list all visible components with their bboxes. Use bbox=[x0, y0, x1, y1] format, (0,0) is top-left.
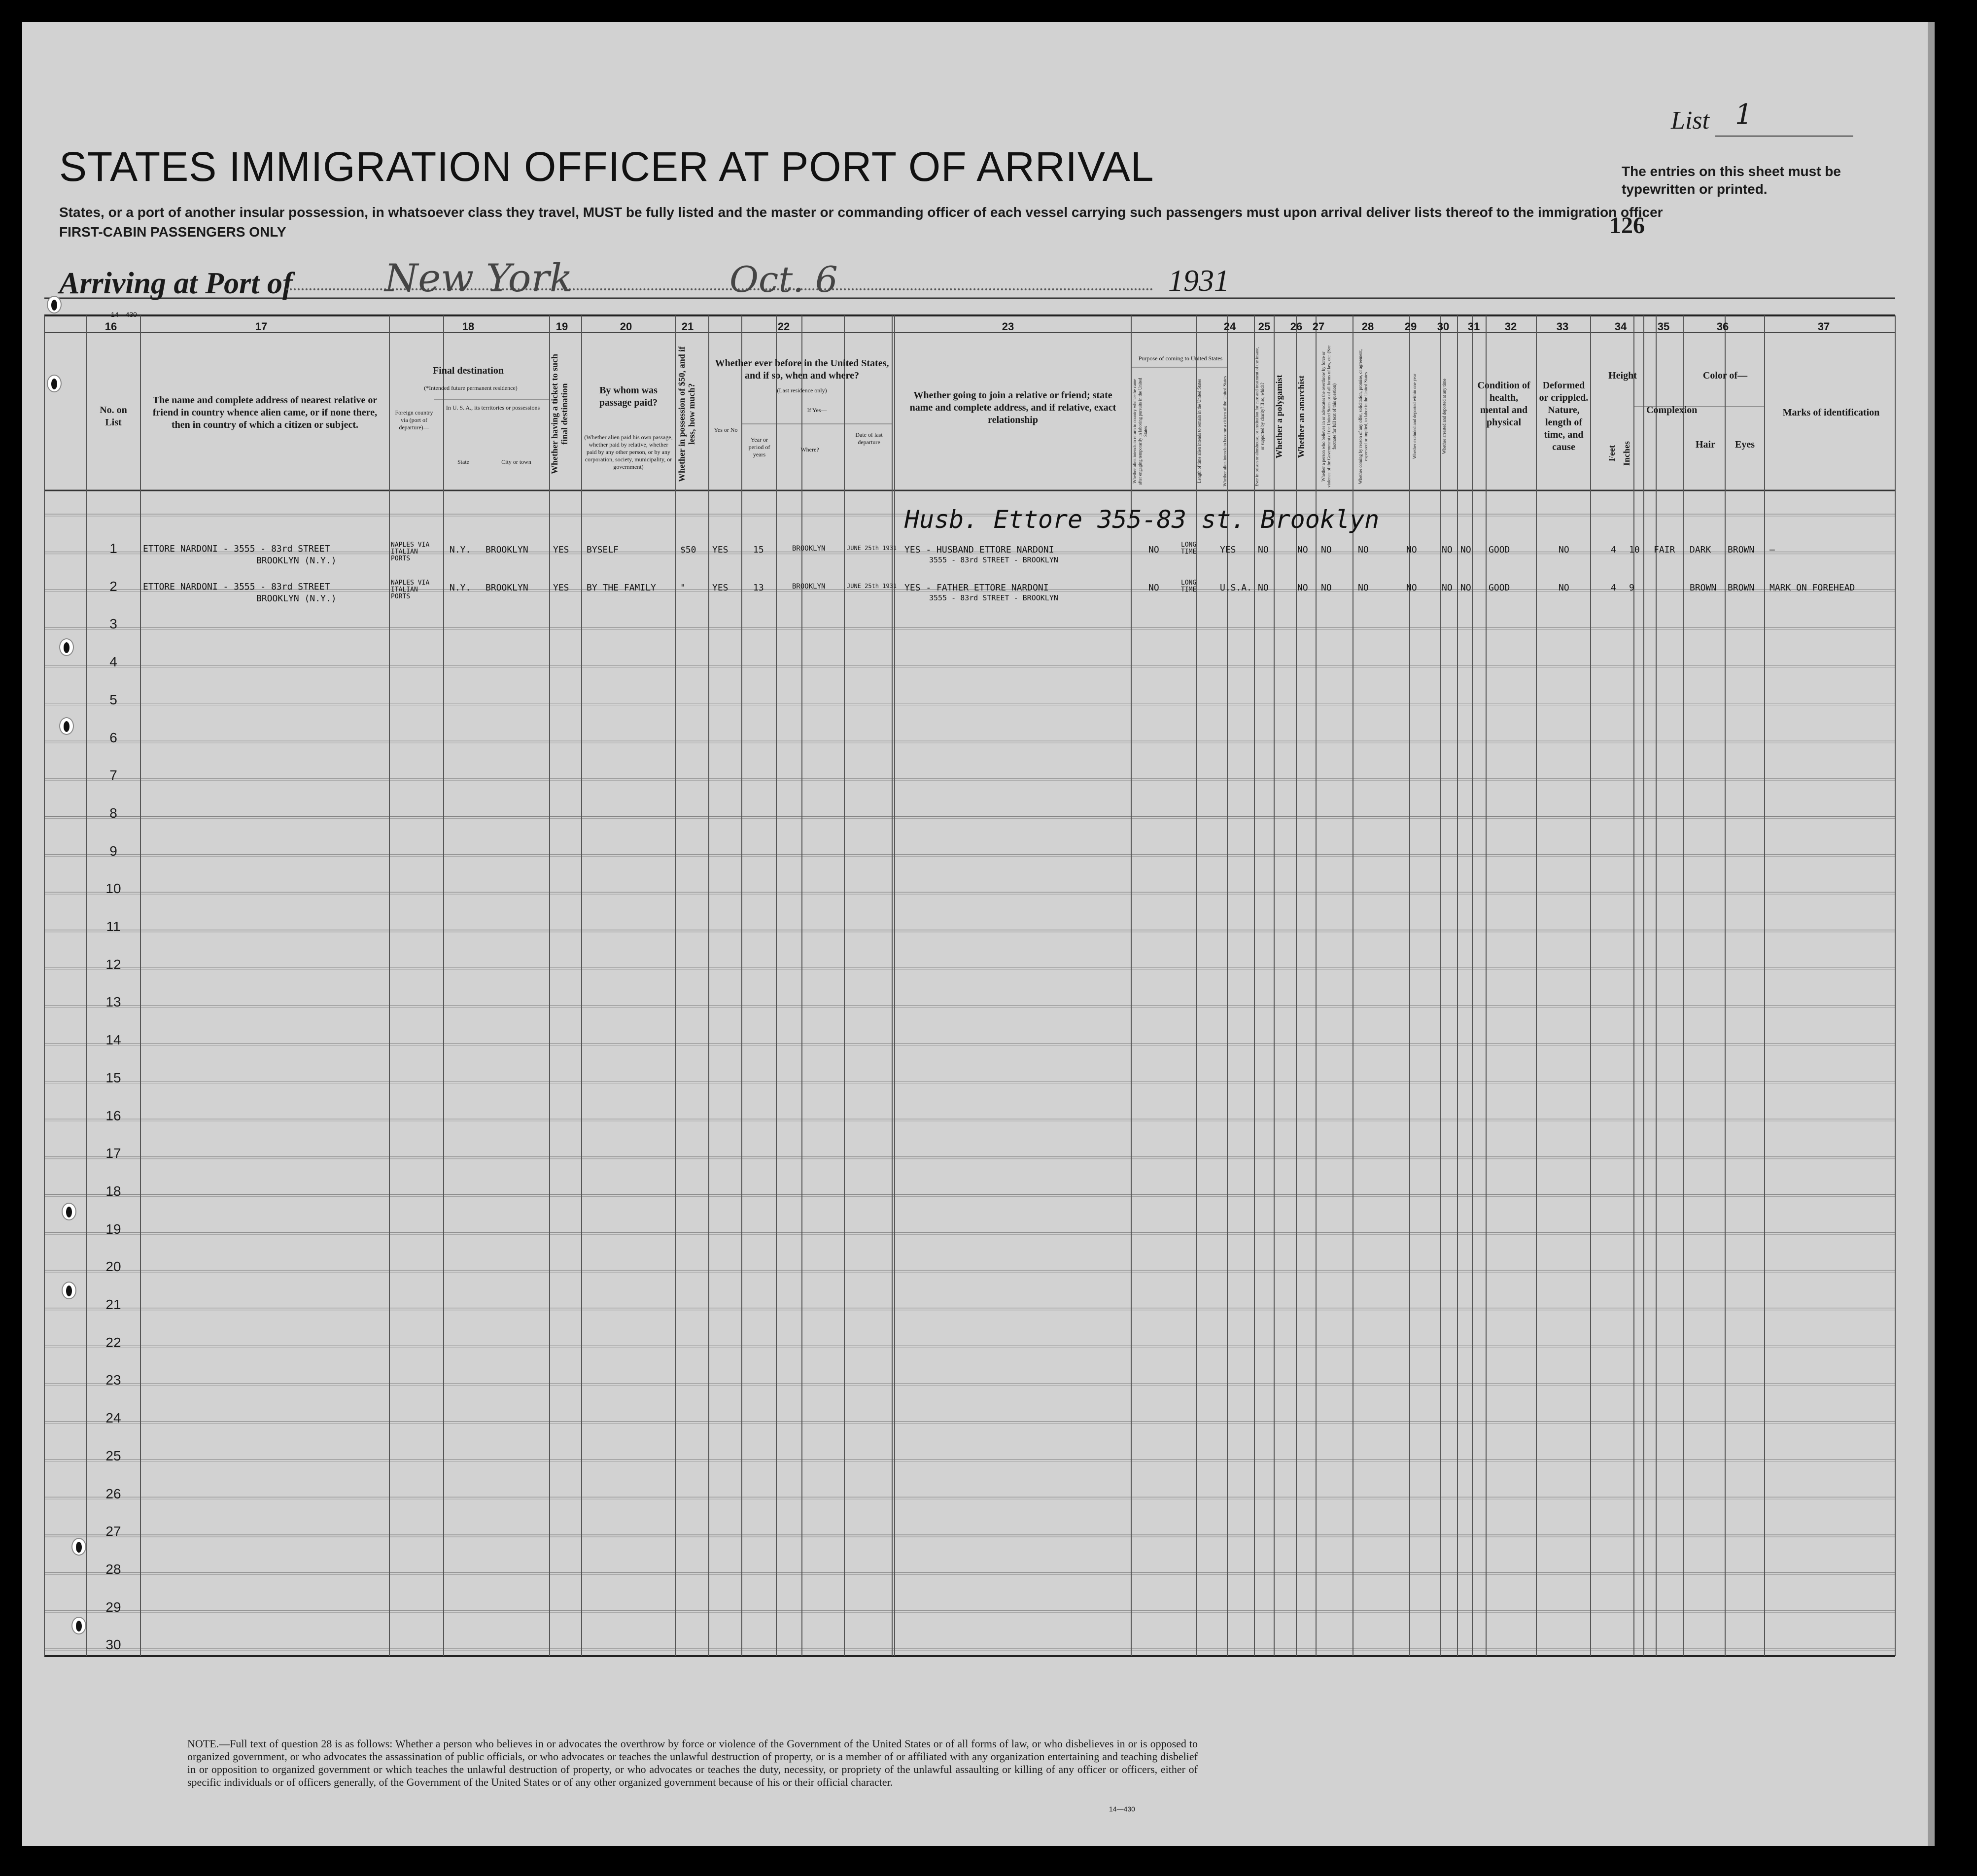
column-number: 26 bbox=[1290, 320, 1303, 333]
header-become-citizen: Whether alien intends to become a citizen of the United States bbox=[1222, 376, 1227, 487]
footnote-form-number: 14—430 bbox=[1109, 1805, 1135, 1813]
header-polygamist: Whether a polygamist bbox=[1274, 375, 1284, 458]
row-number: 26 bbox=[105, 1486, 121, 1501]
binding-hole-icon bbox=[62, 1282, 76, 1299]
binding-hole-icon bbox=[59, 717, 74, 735]
row-number: 23 bbox=[105, 1372, 121, 1388]
foreign-port: NAPLES VIA ITALIAN PORTS bbox=[391, 541, 430, 562]
column-number: 35 bbox=[1657, 320, 1670, 333]
header-final-destination: Final destination bbox=[433, 365, 504, 376]
dest-state: N.Y. bbox=[450, 582, 471, 593]
row-number: 16 bbox=[105, 1108, 121, 1123]
anarchist-value: NO bbox=[1321, 582, 1332, 593]
header-eyes: Eyes bbox=[1735, 439, 1755, 450]
row-number: 24 bbox=[105, 1410, 121, 1426]
previous-residence: BROOKLYN bbox=[792, 582, 826, 591]
relative-city: BROOKLYN (N.Y.) bbox=[256, 556, 337, 566]
row-number: 11 bbox=[106, 919, 121, 934]
column-number: 19 bbox=[555, 320, 568, 333]
header-marks: Marks of identification bbox=[1782, 407, 1880, 418]
identification-marks: — bbox=[1769, 545, 1775, 555]
hair-color: BROWN bbox=[1690, 582, 1717, 593]
header-intends-return: Whether alien intends to return to country whence he came after engaging temporarily in laboring pursuits in the United States bbox=[1132, 378, 1148, 485]
polygamist-value: NO bbox=[1297, 582, 1308, 593]
header-ever-before: Whether ever before in the United States, and if so, when and where? bbox=[715, 358, 889, 381]
header-height: Height bbox=[1608, 370, 1637, 381]
header-state: State bbox=[457, 458, 469, 465]
row-number: 30 bbox=[105, 1637, 121, 1653]
header-join-relative: Whether going to join a relative or friend; state name and complete address, and if relative, exact relationship bbox=[909, 390, 1116, 425]
excluded-value: NO bbox=[1442, 545, 1453, 555]
eye-color: BROWN bbox=[1728, 582, 1755, 593]
instruction-class: FIRST-CABIN PASSENGERS ONLY bbox=[59, 224, 286, 240]
column-number: 32 bbox=[1504, 320, 1517, 333]
header-question-28: Whether a person who believes in or advocates the overthrow by force or violence of the Government of the United States or of all forms of law, etc. (See footnote for full text of this question) bbox=[1321, 345, 1337, 488]
header-ticket: Whether having a ticket to such final destination bbox=[550, 353, 569, 475]
identification-marks: MARK ON FOREHEAD bbox=[1769, 582, 1855, 593]
header-prison: Ever in prison or almshouse, or institution for care and treatment of the insane, or supported by charity? If so, which? bbox=[1254, 347, 1265, 486]
intends-return: NO bbox=[1148, 545, 1159, 555]
question-28-value: NO bbox=[1358, 582, 1369, 593]
header-where: Where? bbox=[800, 446, 819, 453]
polygamist-value: NO bbox=[1297, 545, 1308, 555]
column-number: 22 bbox=[777, 320, 790, 333]
header-offer-labor: Whether coming by reason of any offer, solicitation, promise, or agreement, expressed or implied, to labor in the United States bbox=[1358, 349, 1368, 484]
header-usa: In U. S. A., its territories or possessions bbox=[446, 404, 540, 411]
row-number: 25 bbox=[105, 1448, 121, 1463]
arriving-label: Arriving at Port of bbox=[59, 267, 293, 300]
ticket-value: YES bbox=[553, 582, 569, 593]
date-departure: JUNE 25th 1931 bbox=[847, 582, 897, 590]
column-number: 29 bbox=[1404, 320, 1417, 333]
row-number: 10 bbox=[105, 881, 121, 897]
prison-value: NO bbox=[1258, 582, 1269, 593]
ever-before: YES bbox=[712, 582, 728, 593]
height-inches: 9 bbox=[1629, 582, 1634, 593]
column-number: 31 bbox=[1467, 320, 1480, 333]
ticket-value: YES bbox=[553, 545, 569, 555]
column-number: 33 bbox=[1556, 320, 1569, 333]
entries-note: The entries on this sheet must be typewritten or printed. bbox=[1622, 164, 1841, 197]
header-hair: Hair bbox=[1696, 439, 1715, 450]
page-title: STATES IMMIGRATION OFFICER AT PORT OF ARRIVAL bbox=[59, 143, 1154, 190]
header-no-on-list: No. on List bbox=[100, 405, 127, 428]
column-number: 18 bbox=[462, 320, 475, 333]
form-number: 14—430 bbox=[111, 311, 137, 318]
row-number: 13 bbox=[105, 994, 121, 1010]
header-color-of: Color of— bbox=[1702, 370, 1748, 381]
excluded-value: NO bbox=[1442, 582, 1453, 593]
offer-labor-value: NO bbox=[1406, 582, 1417, 593]
column-number: 24 bbox=[1223, 320, 1236, 333]
become-citizen: YES bbox=[1220, 545, 1236, 555]
header-yes-no: Yes or No bbox=[714, 426, 738, 433]
port-handwritten: New York bbox=[384, 256, 573, 301]
column-number: 28 bbox=[1361, 320, 1374, 333]
previous-residence: BROOKLYN bbox=[792, 545, 826, 553]
row-number: 6 bbox=[109, 730, 117, 745]
row-number: 2 bbox=[109, 578, 117, 594]
arrested-value: NO bbox=[1460, 582, 1471, 593]
header-nearest-relative: The name and complete address of nearest relative or friend in country whence alien came, or if none there, then in country of which a citizen or subject. bbox=[152, 395, 378, 430]
row-number: 7 bbox=[109, 767, 117, 783]
row-number: 28 bbox=[105, 1561, 121, 1577]
become-citizen: U.S.A. bbox=[1220, 582, 1252, 593]
dest-city: BROOKLYN bbox=[486, 582, 528, 593]
column-number: 36 bbox=[1716, 320, 1729, 333]
column-number: 25 bbox=[1258, 320, 1271, 333]
binding-hole-icon bbox=[47, 296, 62, 313]
deformed-value: NO bbox=[1559, 545, 1569, 555]
relative-address: ETTORE NARDONI - 3555 - 83rd STREET bbox=[143, 581, 330, 592]
relative-address: ETTORE NARDONI - 3555 - 83rd STREET bbox=[143, 544, 330, 554]
column-number: 21 bbox=[681, 320, 694, 333]
row-number: 4 bbox=[109, 654, 117, 670]
column-number: 27 bbox=[1312, 320, 1325, 333]
row-number: 29 bbox=[105, 1599, 121, 1615]
health-value: GOOD bbox=[1489, 545, 1510, 555]
join-relative: YES - HUSBAND ETTORE NARDONI bbox=[904, 545, 1054, 555]
question-28-value: NO bbox=[1358, 545, 1369, 555]
passage-paid-by: BYSELF bbox=[587, 545, 619, 555]
header-anarchist: Whether an anarchist bbox=[1296, 375, 1306, 458]
hair-color: DARK bbox=[1690, 545, 1711, 555]
complexion-value: FAIR bbox=[1654, 545, 1675, 555]
health-value: GOOD bbox=[1489, 582, 1510, 593]
header-ever-before-note: (Last residence only) bbox=[777, 387, 827, 394]
row-number: 17 bbox=[105, 1146, 121, 1161]
list-number: 1 bbox=[1735, 99, 1753, 131]
height-inches: 10 bbox=[1629, 545, 1640, 555]
arrested-value: NO bbox=[1460, 545, 1471, 555]
money-value: $50 bbox=[680, 545, 696, 555]
column-number: 30 bbox=[1437, 320, 1450, 333]
column-number: 16 bbox=[104, 320, 117, 333]
header-passage-paid-note: (Whether alien paid his own passage, whether paid by relative, whether paid by any other person, or by any corporation, society, municipality, or government) bbox=[584, 434, 673, 470]
binding-hole-icon bbox=[59, 638, 74, 656]
length-of-stay: LONG TIME bbox=[1181, 541, 1197, 556]
row-number: 20 bbox=[105, 1259, 121, 1275]
row-number: 5 bbox=[109, 692, 117, 707]
row-number: 19 bbox=[105, 1221, 121, 1237]
header-deformed: Deformed or crippled. Nature, length of time, and cause bbox=[1539, 380, 1589, 452]
header-passage-paid: By whom was passage paid? bbox=[599, 385, 658, 408]
row-number: 12 bbox=[105, 956, 121, 972]
page-number: 126 bbox=[1609, 212, 1645, 239]
column-number: 37 bbox=[1817, 320, 1830, 333]
date-departure: JUNE 25th 1931 bbox=[847, 545, 897, 552]
passage-paid-by: BY THE FAMILY bbox=[587, 582, 656, 593]
header-possession-50: Whether in possession of $50, and if less, how much? bbox=[677, 346, 696, 482]
row-number: 27 bbox=[105, 1524, 121, 1539]
join-relative: YES - FATHER ETTORE NARDONI bbox=[904, 582, 1049, 593]
length-of-stay: LONG TIME bbox=[1181, 579, 1197, 593]
instruction-line: States, or a port of another insular possession, in whatsoever class they travel, MUST be fully listed and the master or commanding officer of each vessel carrying such passengers must upon arrival deliver lists thereof to the immigration officer bbox=[59, 205, 1663, 220]
list-label: List bbox=[1671, 106, 1710, 135]
height-feet: 4 bbox=[1611, 545, 1616, 555]
row-number: 14 bbox=[105, 1032, 121, 1048]
join-address: 3555 - 83rd STREET - BROOKLYN bbox=[929, 593, 1058, 602]
row-number: 21 bbox=[105, 1297, 121, 1312]
dest-city: BROOKLYN bbox=[486, 545, 528, 555]
binding-hole-icon bbox=[71, 1617, 86, 1634]
header-excluded: Whether excluded and deported within one year bbox=[1412, 374, 1417, 459]
money-value: " bbox=[680, 582, 686, 593]
height-feet: 4 bbox=[1611, 582, 1616, 593]
row-number: 1 bbox=[109, 541, 117, 556]
header-inches: Inches bbox=[1622, 441, 1631, 466]
row-number: 18 bbox=[105, 1183, 121, 1199]
row-number: 22 bbox=[105, 1334, 121, 1350]
years-in-us: 15 bbox=[753, 545, 764, 555]
column-number: 20 bbox=[620, 320, 632, 333]
column-number: 17 bbox=[255, 320, 268, 333]
foreign-port: NAPLES VIA ITALIAN PORTS bbox=[391, 579, 430, 600]
header-date-departure: Date of last departure bbox=[855, 431, 883, 446]
arrival-year: 1931 bbox=[1168, 264, 1229, 298]
column-number: 23 bbox=[1002, 320, 1014, 333]
years-in-us: 13 bbox=[753, 582, 764, 593]
header-length-of-stay: Length of time alien intends to remain in the United States bbox=[1197, 379, 1202, 484]
row-number: 9 bbox=[109, 843, 117, 859]
anarchist-value: NO bbox=[1321, 545, 1332, 555]
header-final-destination-note: (*Intended future permanent residence) bbox=[424, 384, 518, 391]
binding-hole-icon bbox=[47, 375, 62, 392]
header-complexion: Complexion bbox=[1646, 405, 1698, 416]
prison-value: NO bbox=[1258, 545, 1269, 555]
intends-return: NO bbox=[1148, 582, 1159, 593]
header-health: Condition of health, mental and physical bbox=[1477, 380, 1530, 428]
join-address: 3555 - 83rd STREET - BROOKLYN bbox=[929, 556, 1058, 564]
dest-state: N.Y. bbox=[450, 545, 471, 555]
join-relative-handwritten: Husb. Ettore 355-83 st. Brooklyn bbox=[904, 505, 1380, 534]
footnote: NOTE.—Full text of question 28 is as follows: Whether a person who believes in or advocates the overthrow by force or violence of the Government of the United States or of all forms of law, or who disbelieves in or is opposed to organized government, or who advocates the assassination of public officials, or who advocates or teaches the unlawful destruction of property, or is a member of or affiliated with any organization entertaining and teaching disbelief in or opposition to organized government or which teaches the unlawful destruction of property, or who advocates or teaches the duty, necessity, or propriety of the unlawful assaulting or killing of any officer or officers, either of specific individuals or of officers generally, of the Government of the United States or of any other organized government because of his or their official character. bbox=[187, 1737, 1198, 1788]
header-city: City or town bbox=[501, 458, 531, 465]
offer-labor-value: NO bbox=[1406, 545, 1417, 555]
column-number: 34 bbox=[1614, 320, 1627, 333]
header-foreign-country: Foreign country via (port of departure)— bbox=[395, 409, 433, 431]
header-purpose: Purpose of coming to United States bbox=[1138, 355, 1223, 362]
relative-city: BROOKLYN (N.Y.) bbox=[256, 593, 337, 604]
header-year-period: Year or period of years bbox=[748, 436, 770, 458]
deformed-value: NO bbox=[1559, 582, 1569, 593]
binding-hole-icon bbox=[71, 1538, 86, 1556]
date-handwritten: Oct. 6 bbox=[729, 259, 838, 300]
row-number: 3 bbox=[109, 616, 117, 632]
row-number: 8 bbox=[109, 805, 117, 821]
row-number: 15 bbox=[105, 1070, 121, 1085]
eye-color: BROWN bbox=[1728, 545, 1755, 555]
binding-hole-icon bbox=[62, 1203, 76, 1220]
header-arrested: Whether arrested and deported at any time bbox=[1442, 379, 1447, 454]
ever-before: YES bbox=[712, 545, 728, 555]
header-feet: Feet bbox=[1607, 445, 1617, 462]
list-underline bbox=[1715, 136, 1853, 137]
header-if-yes: If Yes— bbox=[807, 407, 827, 414]
